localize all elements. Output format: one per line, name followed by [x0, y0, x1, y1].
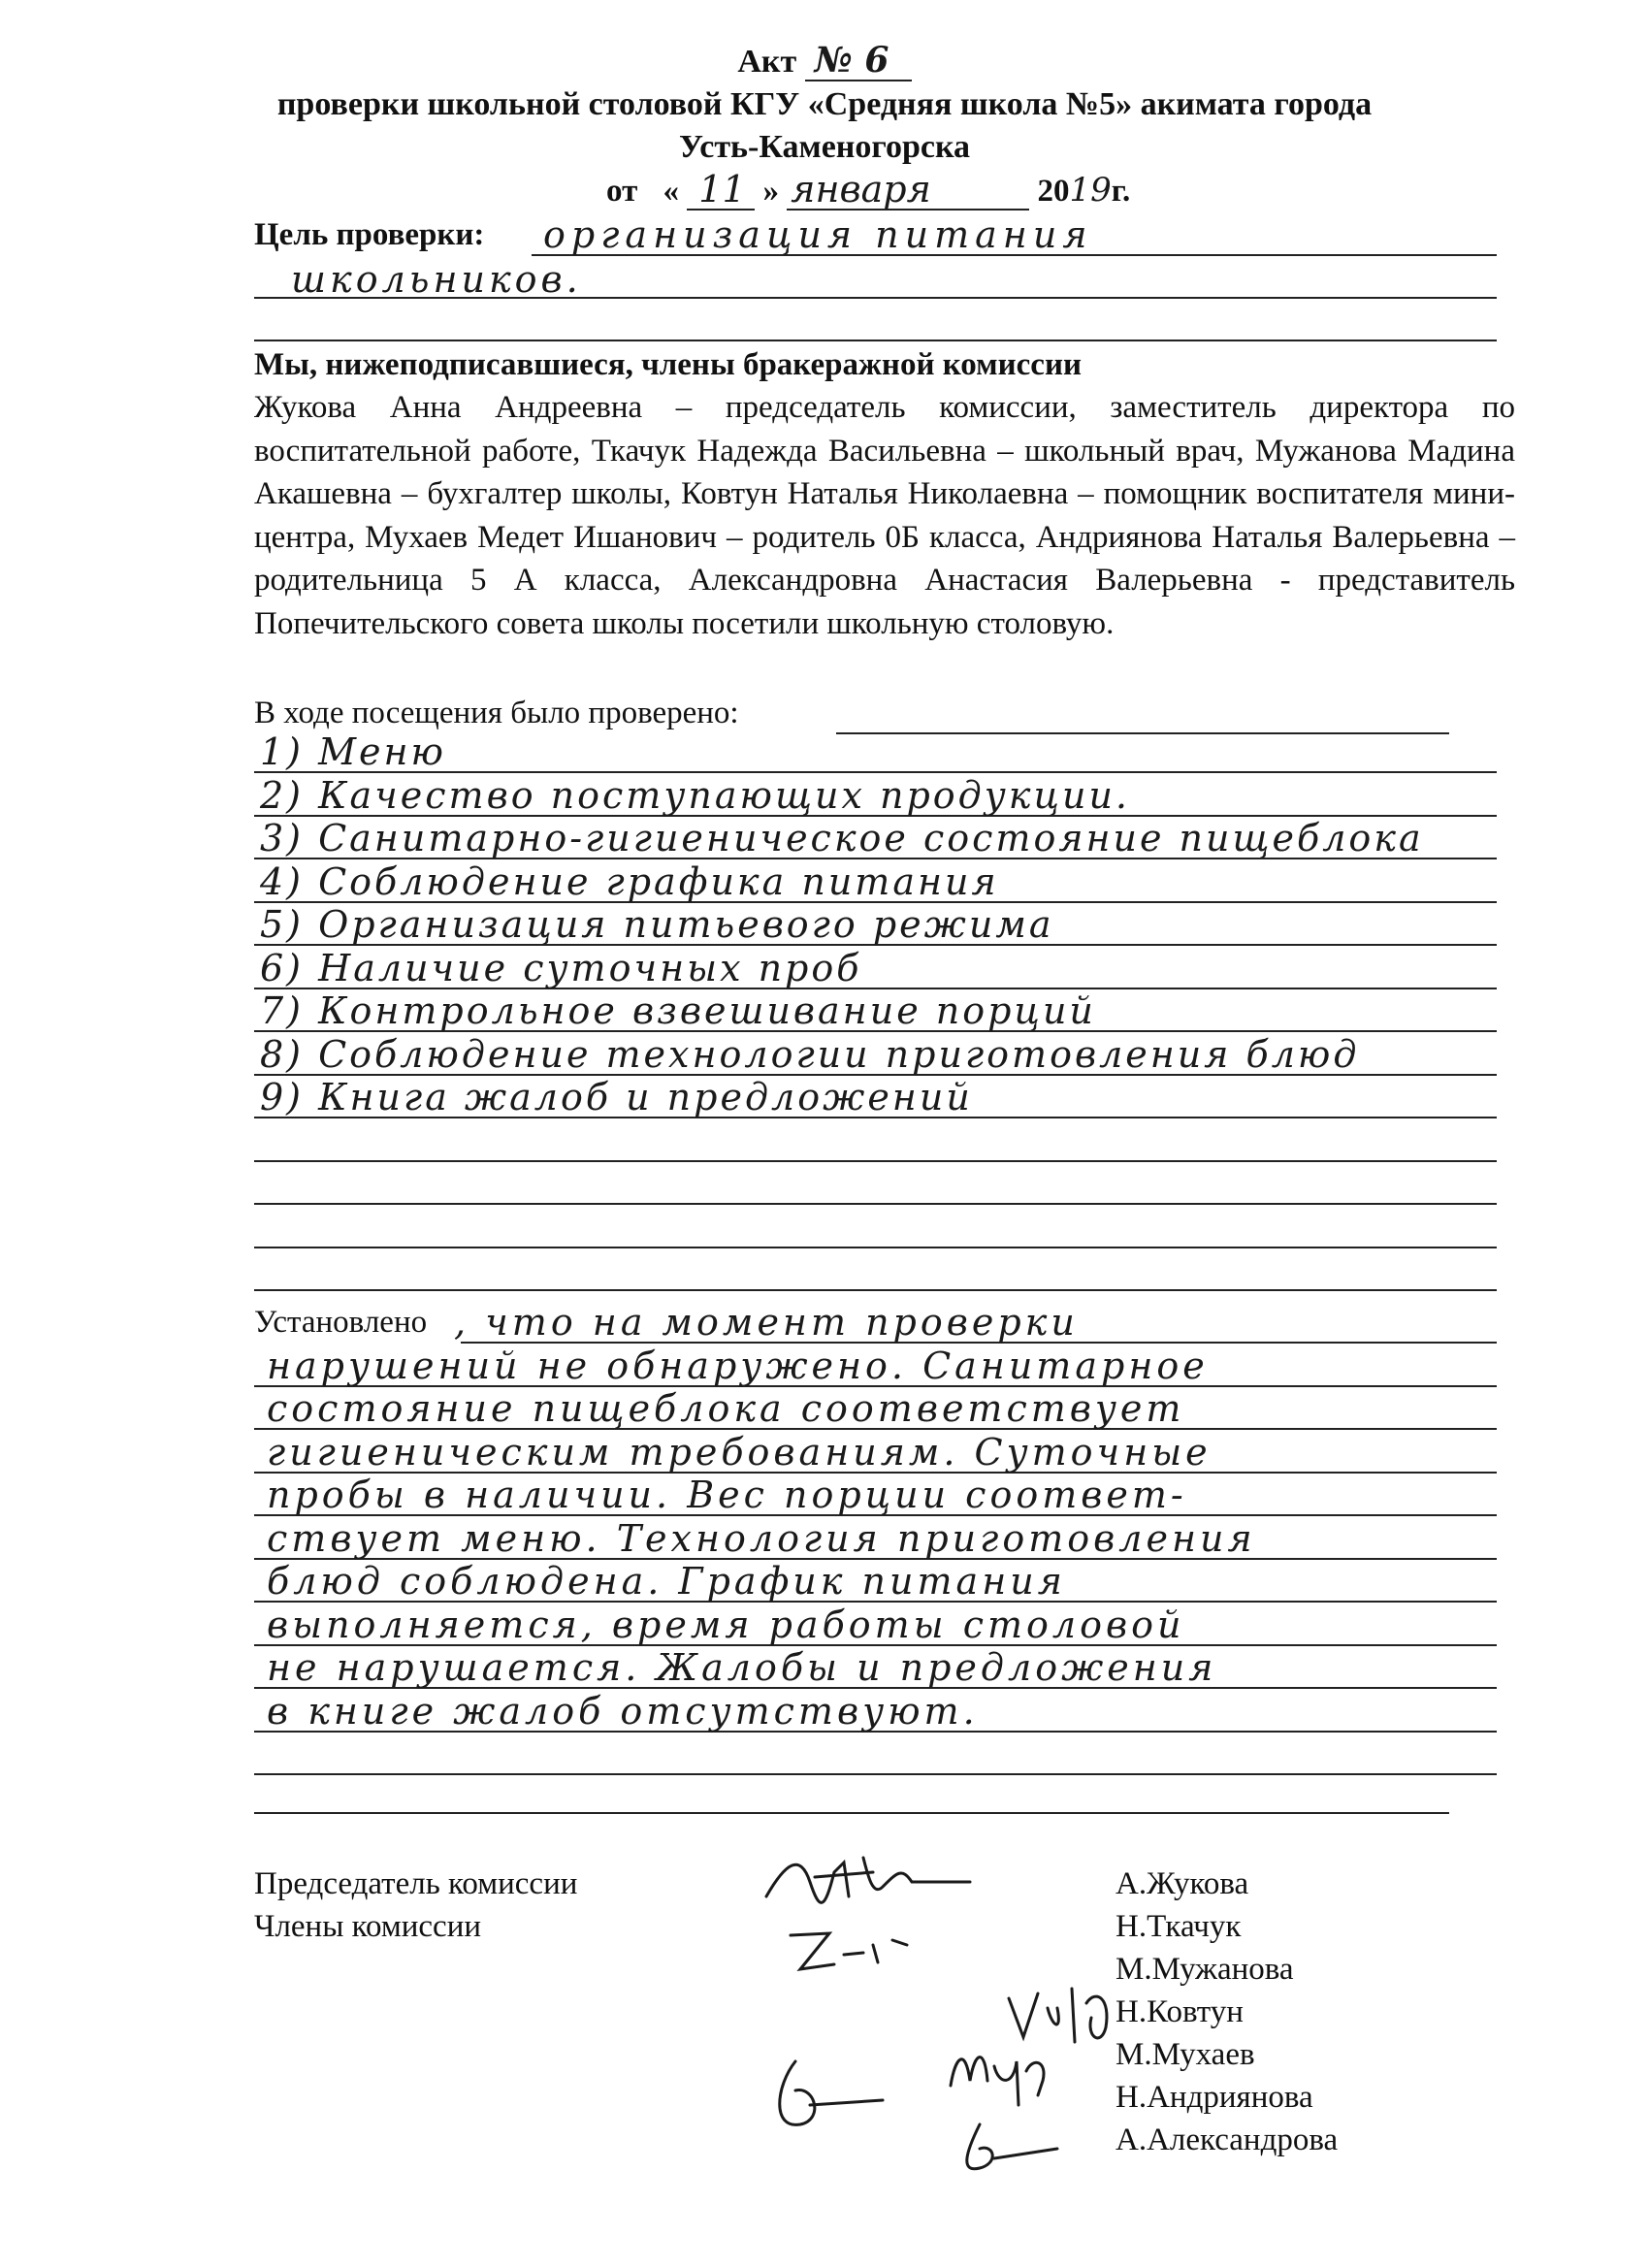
inspection-rule: [254, 1203, 1497, 1205]
commission-text: Жукова Анна Андреевна – председатель комиссии, заместитель директора по воспитательной работе, Ткачук Надежда Васильевна – школьный врач, Мужанова Мадина Акашевна – бухгалтер школы, Ковтун Наталья Николаевна – помощник воспитателя мини-центра, Мухаев Медет Ишанович – родитель 0Б класса, Андриянова Наталья Валерьевна – родительница 5 А класса, Александровна Анастасия Валерьевна - представитель Попечительского совета школы посетили школьную столовую.: [254, 390, 1515, 641]
date-month: января: [791, 168, 931, 211]
date-line: [606, 168, 1131, 211]
date-year: 19: [1069, 171, 1112, 210]
act-number: № 6: [814, 40, 889, 81]
date-day-field: [687, 168, 755, 211]
findings-line: нарушений не обнаружено. Санитарное: [267, 1344, 1209, 1387]
signature-names: [1116, 1863, 1338, 2161]
inspection-rule: [254, 1289, 1497, 1291]
inspection-item: 5) Организация питьевого режима: [260, 903, 1054, 946]
inspection-label: В ходе посещения было проверено:: [254, 696, 739, 730]
signer-name: Н.Ковтун: [1116, 1994, 1244, 2029]
act-number-field: [805, 40, 912, 81]
signature-mukhaev: [941, 2027, 1067, 2115]
date-prefix: от: [606, 174, 638, 209]
signer-name: Н.Ткачук: [1116, 1909, 1242, 1944]
signer-name: М.Мужанова: [1116, 1952, 1294, 1987]
inspection-item: 9) Книга жалоб и предложений: [260, 1076, 973, 1118]
commission-heading: Мы, нижеподписавшиеся, члены бракеражной комиссии: [254, 347, 1082, 382]
findings-label: Установлено: [254, 1305, 428, 1340]
chair-label: Председатель комиссии: [254, 1866, 578, 1901]
findings-rule: [254, 1773, 1497, 1775]
signer-name: А.Александрова: [1116, 2122, 1339, 2157]
date-day-close: »: [762, 174, 780, 209]
purpose-line-2: школьников.: [291, 258, 582, 301]
purpose-rule-3: [254, 340, 1497, 341]
inspection-item: 7) Контрольное взвешивание порций: [260, 989, 1096, 1032]
inspection-label-rule: [836, 732, 1449, 734]
findings-line: пробы в наличии. Вес порции соответ-: [267, 1474, 1187, 1516]
date-month-field: [787, 168, 1029, 211]
inspection-item: 6) Наличие суточных проб: [260, 946, 862, 989]
signature-labels: [254, 1863, 577, 1948]
title-line-2: Усть-Каменогорска: [678, 129, 971, 165]
signer-name: М.Мухаев: [1116, 2037, 1255, 2072]
signer-name: Н.Андриянова: [1116, 2080, 1313, 2115]
signer-name: А.Жукова: [1116, 1866, 1249, 1901]
inspection-item: 8) Соблюдение технологии приготовления блюд: [260, 1032, 1360, 1076]
inspection-item: 4) Соблюдение графика питания: [260, 859, 999, 903]
date-day: 11: [698, 168, 746, 211]
inspection-rule: [254, 1160, 1497, 1162]
inspection-item: 2) Качество поступающих продукции.: [260, 773, 1131, 817]
inspection-rule: [254, 1247, 1497, 1248]
signature-andriyanova: [757, 2047, 892, 2144]
findings-line: блюд соблюдена. График питания: [267, 1560, 1066, 1603]
signature-zhukova: [757, 1843, 980, 1921]
signature-aleksandrova: [951, 2115, 1067, 2183]
findings-line: выполняется, время работы столовой: [267, 1603, 1185, 1646]
act-title: [0, 40, 1649, 81]
date-day-open: «: [663, 174, 680, 209]
purpose-label: Цель проверки:: [254, 217, 485, 252]
inspection-item: 3) Санитарно-гигиеническое состояние пищеблока: [260, 817, 1424, 859]
date-year-prefix: 20: [1037, 174, 1070, 209]
title-line-1: проверки школьной столовой КГУ «Средняя школа №5» акимата города: [276, 86, 1373, 122]
purpose-line-1: организация питания: [543, 213, 1093, 256]
findings-line: состояние пищеблока соответствует: [267, 1387, 1185, 1430]
signature-tkachuk: [776, 1916, 922, 1984]
findings-line: в книге жалоб отсутствуют.: [267, 1689, 979, 1733]
date-year-suffix: г.: [1111, 174, 1131, 209]
findings-line: не нарушается. Жалобы и предложения: [267, 1646, 1217, 1689]
members-label: Члены комиссии: [254, 1909, 482, 1944]
findings-line: ствует меню. Технология приготовления: [267, 1516, 1256, 1560]
findings-line: , что на момент проверки: [454, 1301, 1079, 1344]
inspection-item: 1) Меню: [260, 730, 446, 773]
findings-line: гигиеническим требованиям. Суточные: [267, 1430, 1212, 1474]
bottom-rule: [254, 1812, 1449, 1814]
act-label: Акт: [737, 44, 797, 80]
